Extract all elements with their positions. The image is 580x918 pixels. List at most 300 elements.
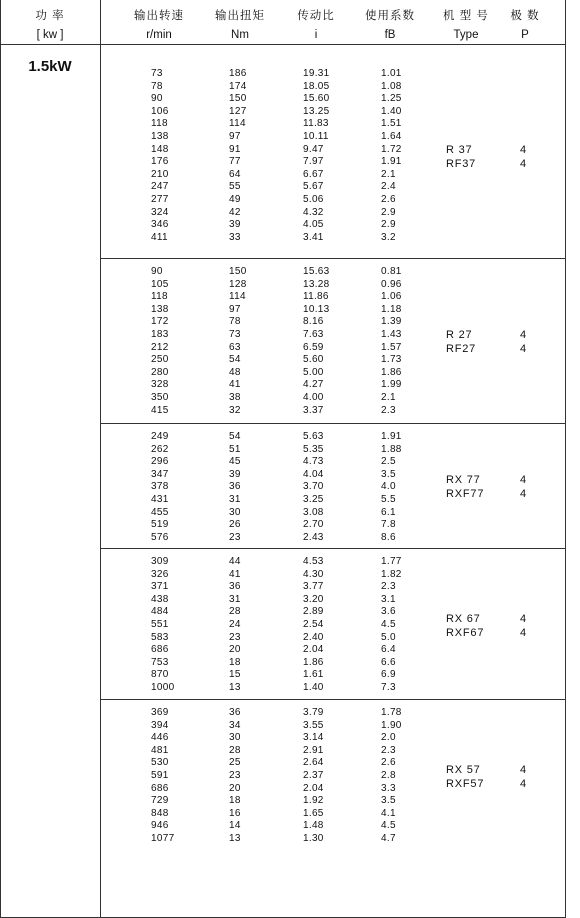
speed-cell: 324 bbox=[151, 206, 169, 218]
ratio-cell: 2.43 bbox=[303, 531, 324, 543]
factor-cell: 1.91 bbox=[381, 156, 402, 168]
factor-cell: 5.0 bbox=[381, 631, 396, 643]
factor-cell: 1.72 bbox=[381, 143, 402, 155]
factor-cell: 1.90 bbox=[381, 719, 402, 731]
model-type: RF27 bbox=[446, 343, 477, 355]
ratio-cell: 9.47 bbox=[303, 143, 324, 155]
table-row bbox=[101, 131, 431, 144]
ratio-cell: 3.14 bbox=[303, 732, 324, 744]
torque-cell: 114 bbox=[229, 291, 246, 303]
table-row bbox=[101, 329, 431, 342]
torque-cell: 186 bbox=[229, 68, 247, 79]
torque-cell: 49 bbox=[229, 194, 241, 205]
pole-count: 4 bbox=[520, 778, 527, 790]
ratio-cell: 2.40 bbox=[303, 631, 324, 643]
speed-cell: 1077 bbox=[151, 833, 175, 844]
factor-cell: 0.81 bbox=[381, 266, 402, 277]
speed-cell: 371 bbox=[151, 581, 169, 593]
speed-cell: 394 bbox=[151, 719, 169, 731]
table-row bbox=[101, 757, 431, 770]
factor-cell: 1.18 bbox=[381, 303, 402, 315]
factor-cell: 1.77 bbox=[381, 556, 402, 567]
torque-cell: 73 bbox=[229, 329, 241, 340]
speed-cell: 183 bbox=[151, 329, 169, 340]
table-row bbox=[101, 606, 431, 619]
torque-cell: 34 bbox=[229, 719, 241, 731]
table-row bbox=[101, 469, 431, 482]
table-row bbox=[101, 820, 431, 833]
table-row bbox=[101, 181, 431, 194]
factor-cell: 2.0 bbox=[381, 732, 396, 744]
pole-count: 4 bbox=[520, 329, 527, 341]
table-row bbox=[101, 232, 431, 245]
table-row bbox=[101, 569, 431, 582]
model-type: R 37 bbox=[446, 144, 473, 156]
torque-cell: 39 bbox=[229, 468, 241, 480]
ratio-cell: 19.31 bbox=[303, 68, 330, 79]
speed-cell: 247 bbox=[151, 181, 169, 193]
header-speed-unit: r/min bbox=[146, 29, 172, 41]
factor-cell: 8.6 bbox=[381, 531, 396, 543]
ratio-cell: 10.13 bbox=[303, 303, 330, 315]
ratio-cell: 18.05 bbox=[303, 80, 330, 92]
table-row bbox=[101, 657, 431, 670]
torque-cell: 36 bbox=[229, 707, 241, 718]
speed-cell: 347 bbox=[151, 468, 169, 480]
factor-cell: 1.73 bbox=[381, 354, 402, 366]
speed-cell: 138 bbox=[151, 131, 169, 142]
ratio-cell: 13.25 bbox=[303, 105, 330, 117]
speed-cell: 262 bbox=[151, 443, 169, 455]
header-power-label: 功 率 bbox=[35, 10, 65, 22]
ratio-cell: 4.05 bbox=[303, 219, 324, 231]
speed-cell: 73 bbox=[151, 68, 163, 79]
table-row bbox=[101, 532, 431, 545]
ratio-cell: 4.00 bbox=[303, 392, 324, 403]
ratio-cell: 5.60 bbox=[303, 354, 324, 366]
speed-cell: 686 bbox=[151, 782, 169, 794]
speed-cell: 106 bbox=[151, 105, 169, 117]
pole-count: 4 bbox=[520, 613, 527, 625]
ratio-cell: 5.00 bbox=[303, 366, 324, 378]
speed-cell: 280 bbox=[151, 366, 169, 378]
torque-cell: 23 bbox=[229, 631, 241, 643]
torque-cell: 38 bbox=[229, 392, 241, 403]
factor-cell: 3.6 bbox=[381, 606, 396, 618]
factor-cell: 4.7 bbox=[381, 833, 396, 844]
factor-cell: 0.96 bbox=[381, 278, 402, 290]
speed-cell: 176 bbox=[151, 156, 169, 168]
factor-cell: 4.5 bbox=[381, 619, 396, 630]
torque-cell: 78 bbox=[229, 316, 241, 328]
ratio-cell: 3.77 bbox=[303, 581, 324, 593]
torque-cell: 24 bbox=[229, 619, 241, 630]
table-row bbox=[101, 169, 431, 182]
speed-cell: 686 bbox=[151, 644, 169, 656]
speed-cell: 455 bbox=[151, 506, 169, 518]
table-row bbox=[101, 392, 431, 405]
header-speed-label: 输出转速 bbox=[134, 10, 184, 22]
table-row bbox=[101, 682, 431, 695]
table-row bbox=[101, 279, 431, 292]
speed-cell: 576 bbox=[151, 531, 169, 543]
torque-cell: 32 bbox=[229, 404, 241, 416]
table-border-right bbox=[565, 0, 566, 918]
ratio-cell: 11.83 bbox=[303, 118, 329, 130]
torque-cell: 16 bbox=[229, 807, 241, 819]
factor-cell: 2.1 bbox=[381, 392, 396, 403]
torque-cell: 114 bbox=[229, 118, 246, 130]
torque-cell: 33 bbox=[229, 231, 241, 243]
factor-cell: 1.51 bbox=[381, 118, 402, 130]
table-row bbox=[101, 833, 431, 846]
table-row bbox=[101, 594, 431, 607]
factor-cell: 3.1 bbox=[381, 593, 396, 605]
ratio-cell: 1.61 bbox=[303, 669, 324, 681]
factor-cell: 3.5 bbox=[381, 795, 396, 807]
factor-cell: 2.6 bbox=[381, 757, 396, 769]
table-row bbox=[101, 266, 431, 279]
torque-cell: 51 bbox=[229, 443, 241, 455]
model-type: RX 77 bbox=[446, 474, 481, 486]
factor-cell: 1.43 bbox=[381, 329, 402, 340]
torque-cell: 23 bbox=[229, 770, 241, 781]
torque-cell: 30 bbox=[229, 506, 241, 518]
table-row bbox=[101, 106, 431, 119]
speed-cell: 415 bbox=[151, 404, 169, 416]
factor-cell: 3.5 bbox=[381, 468, 396, 480]
ratio-cell: 2.64 bbox=[303, 757, 324, 769]
torque-cell: 41 bbox=[229, 379, 241, 391]
speed-cell: 277 bbox=[151, 194, 169, 205]
speed-cell: 346 bbox=[151, 219, 169, 231]
speed-cell: 210 bbox=[151, 168, 169, 180]
header-poles-unit: P bbox=[521, 29, 529, 41]
factor-cell: 2.5 bbox=[381, 456, 396, 468]
header-model bbox=[433, 7, 499, 45]
speed-cell: 78 bbox=[151, 80, 163, 92]
ratio-cell: 4.30 bbox=[303, 568, 324, 580]
speed-cell: 138 bbox=[151, 303, 169, 315]
table-row bbox=[101, 405, 431, 418]
ratio-cell: 6.67 bbox=[303, 168, 324, 180]
ratio-cell: 1.40 bbox=[303, 682, 324, 693]
torque-cell: 18 bbox=[229, 656, 241, 668]
model-type: RXF67 bbox=[446, 627, 485, 639]
header-model-unit: Type bbox=[453, 29, 479, 41]
speed-cell: 431 bbox=[151, 494, 169, 505]
table-row bbox=[101, 795, 431, 808]
speed-cell: 1000 bbox=[151, 682, 175, 693]
table-row bbox=[101, 431, 431, 444]
factor-cell: 6.9 bbox=[381, 669, 396, 681]
table-row bbox=[101, 707, 431, 720]
header-speed bbox=[126, 7, 192, 45]
factor-cell: 1.25 bbox=[381, 93, 402, 105]
ratio-cell: 3.25 bbox=[303, 494, 324, 505]
table-row bbox=[101, 783, 431, 796]
table-row bbox=[101, 808, 431, 821]
group-divider bbox=[100, 258, 566, 259]
factor-cell: 4.1 bbox=[381, 807, 396, 819]
torque-cell: 23 bbox=[229, 531, 241, 543]
speed-cell: 118 bbox=[151, 291, 168, 303]
table-row bbox=[101, 456, 431, 469]
ratio-cell: 2.04 bbox=[303, 644, 324, 656]
factor-cell: 1.78 bbox=[381, 707, 402, 718]
header-torque-unit: Nm bbox=[231, 29, 249, 41]
model-type: RXF57 bbox=[446, 778, 485, 790]
table-row bbox=[101, 581, 431, 594]
speed-cell: 250 bbox=[151, 354, 169, 366]
table-row bbox=[101, 354, 431, 367]
speed-cell: 212 bbox=[151, 341, 169, 353]
speed-cell: 296 bbox=[151, 456, 169, 468]
factor-cell: 1.08 bbox=[381, 80, 402, 92]
factor-cell: 2.8 bbox=[381, 770, 396, 781]
ratio-cell: 1.48 bbox=[303, 820, 324, 832]
ratio-cell: 10.11 bbox=[303, 131, 329, 142]
speed-cell: 326 bbox=[151, 568, 169, 580]
torque-cell: 15 bbox=[229, 669, 241, 681]
ratio-cell: 3.41 bbox=[303, 231, 324, 243]
torque-cell: 150 bbox=[229, 93, 247, 105]
ratio-cell: 2.70 bbox=[303, 519, 324, 531]
model-type: RXF77 bbox=[446, 488, 485, 500]
speed-cell: 591 bbox=[151, 770, 169, 781]
speed-cell: 530 bbox=[151, 757, 169, 769]
ratio-cell: 3.08 bbox=[303, 506, 324, 518]
torque-cell: 14 bbox=[229, 820, 241, 832]
speed-cell: 350 bbox=[151, 392, 169, 403]
speed-cell: 105 bbox=[151, 278, 169, 290]
table-row bbox=[101, 316, 431, 329]
table-border-left bbox=[0, 0, 1, 918]
ratio-cell: 4.04 bbox=[303, 468, 324, 480]
torque-cell: 39 bbox=[229, 219, 241, 231]
torque-cell: 128 bbox=[229, 278, 247, 290]
ratio-cell: 4.73 bbox=[303, 456, 324, 468]
factor-cell: 2.3 bbox=[381, 404, 396, 416]
torque-cell: 44 bbox=[229, 556, 241, 567]
ratio-cell: 5.06 bbox=[303, 194, 324, 205]
torque-cell: 77 bbox=[229, 156, 241, 168]
pole-count: 4 bbox=[520, 627, 527, 639]
torque-cell: 30 bbox=[229, 732, 241, 744]
speed-cell: 411 bbox=[151, 231, 168, 243]
table-row bbox=[101, 144, 431, 157]
speed-cell: 446 bbox=[151, 732, 169, 744]
ratio-cell: 1.30 bbox=[303, 833, 324, 844]
factor-cell: 1.99 bbox=[381, 379, 402, 391]
speed-cell: 583 bbox=[151, 631, 169, 643]
ratio-cell: 3.20 bbox=[303, 593, 324, 605]
pole-count: 4 bbox=[520, 474, 527, 486]
speed-cell: 172 bbox=[151, 316, 169, 328]
factor-cell: 4.5 bbox=[381, 820, 396, 832]
factor-cell: 1.40 bbox=[381, 105, 402, 117]
ratio-cell: 2.91 bbox=[303, 744, 324, 756]
torque-cell: 63 bbox=[229, 341, 241, 353]
table-row bbox=[101, 619, 431, 632]
table-row bbox=[101, 770, 431, 783]
factor-cell: 2.9 bbox=[381, 206, 396, 218]
factor-cell: 2.4 bbox=[381, 181, 396, 193]
ratio-cell: 5.35 bbox=[303, 443, 324, 455]
table-row bbox=[101, 745, 431, 758]
ratio-cell: 7.97 bbox=[303, 156, 324, 168]
torque-cell: 55 bbox=[229, 181, 241, 193]
torque-cell: 91 bbox=[229, 143, 241, 155]
speed-cell: 90 bbox=[151, 93, 163, 105]
factor-cell: 1.86 bbox=[381, 366, 402, 378]
torque-cell: 54 bbox=[229, 431, 241, 442]
torque-cell: 48 bbox=[229, 366, 241, 378]
header-model-label: 机 型 号 bbox=[443, 10, 489, 22]
ratio-cell: 8.16 bbox=[303, 316, 324, 328]
table-row bbox=[101, 720, 431, 733]
group-divider bbox=[100, 548, 566, 549]
ratio-cell: 4.32 bbox=[303, 206, 324, 218]
model-type: RF37 bbox=[446, 158, 477, 170]
header-factor-unit: fB bbox=[384, 29, 396, 41]
speed-cell: 946 bbox=[151, 820, 169, 832]
speed-cell: 309 bbox=[151, 556, 169, 567]
ratio-cell: 2.37 bbox=[303, 770, 324, 781]
torque-cell: 64 bbox=[229, 168, 241, 180]
factor-cell: 3.3 bbox=[381, 782, 396, 794]
table-row bbox=[101, 68, 431, 81]
torque-cell: 45 bbox=[229, 456, 241, 468]
header-poles-label: 极 数 bbox=[510, 10, 540, 22]
speed-cell: 870 bbox=[151, 669, 169, 681]
table-row bbox=[101, 93, 431, 106]
torque-cell: 31 bbox=[229, 494, 241, 505]
table-row bbox=[101, 304, 431, 317]
torque-cell: 54 bbox=[229, 354, 241, 366]
ratio-cell: 5.67 bbox=[303, 181, 324, 193]
torque-cell: 97 bbox=[229, 303, 241, 315]
speed-cell: 90 bbox=[151, 266, 163, 277]
table-row bbox=[101, 379, 431, 392]
speed-cell: 481 bbox=[151, 744, 169, 756]
factor-cell: 1.57 bbox=[381, 341, 402, 353]
pole-count: 4 bbox=[520, 343, 527, 355]
torque-cell: 13 bbox=[229, 682, 241, 693]
group-divider bbox=[100, 699, 566, 700]
factor-cell: 1.01 bbox=[381, 68, 402, 79]
ratio-cell: 2.04 bbox=[303, 782, 324, 794]
factor-cell: 3.2 bbox=[381, 231, 396, 243]
torque-cell: 18 bbox=[229, 795, 241, 807]
table-row bbox=[101, 118, 431, 131]
ratio-cell: 11.86 bbox=[303, 291, 329, 303]
torque-cell: 36 bbox=[229, 481, 241, 493]
factor-cell: 7.8 bbox=[381, 519, 396, 531]
torque-cell: 97 bbox=[229, 131, 241, 142]
torque-cell: 36 bbox=[229, 581, 241, 593]
factor-cell: 4.0 bbox=[381, 481, 396, 493]
header-poles bbox=[500, 7, 550, 45]
power-value: 1.5kW bbox=[28, 58, 72, 75]
model-type: RX 57 bbox=[446, 764, 481, 776]
table-row bbox=[101, 81, 431, 94]
factor-cell: 2.9 bbox=[381, 219, 396, 231]
table-row bbox=[101, 444, 431, 457]
factor-cell: 1.64 bbox=[381, 131, 402, 142]
factor-cell: 6.6 bbox=[381, 656, 396, 668]
factor-cell: 1.82 bbox=[381, 568, 402, 580]
torque-cell: 28 bbox=[229, 744, 241, 756]
factor-cell: 1.91 bbox=[381, 431, 402, 442]
speed-cell: 118 bbox=[151, 118, 168, 130]
factor-cell: 1.39 bbox=[381, 316, 402, 328]
speed-cell: 148 bbox=[151, 143, 169, 155]
ratio-cell: 6.59 bbox=[303, 341, 324, 353]
header-ratio bbox=[283, 7, 349, 45]
header-ratio-unit: i bbox=[314, 29, 318, 41]
factor-cell: 6.1 bbox=[381, 506, 396, 518]
factor-cell: 1.06 bbox=[381, 291, 402, 303]
table-row bbox=[101, 291, 431, 304]
torque-cell: 42 bbox=[229, 206, 241, 218]
header-torque-label: 输出扭矩 bbox=[215, 10, 265, 22]
ratio-cell: 3.37 bbox=[303, 404, 324, 416]
speed-cell: 249 bbox=[151, 431, 169, 442]
torque-cell: 13 bbox=[229, 833, 241, 844]
model-type: RX 67 bbox=[446, 613, 481, 625]
ratio-cell: 3.79 bbox=[303, 707, 324, 718]
table-row bbox=[101, 494, 431, 507]
table-row bbox=[101, 207, 431, 220]
header-power bbox=[0, 7, 100, 45]
torque-cell: 25 bbox=[229, 757, 241, 769]
header-torque bbox=[207, 7, 273, 45]
ratio-cell: 2.89 bbox=[303, 606, 324, 618]
ratio-cell: 1.65 bbox=[303, 807, 324, 819]
table-row bbox=[101, 156, 431, 169]
table-row bbox=[101, 556, 431, 569]
ratio-cell: 15.60 bbox=[303, 93, 330, 105]
header-power-unit: [ kw ] bbox=[36, 29, 64, 41]
table-row bbox=[101, 342, 431, 355]
torque-cell: 41 bbox=[229, 568, 241, 580]
torque-cell: 28 bbox=[229, 606, 241, 618]
speed-cell: 848 bbox=[151, 807, 169, 819]
table-row bbox=[101, 632, 431, 645]
torque-cell: 20 bbox=[229, 782, 241, 794]
factor-cell: 2.3 bbox=[381, 744, 396, 756]
table-row bbox=[101, 669, 431, 682]
table-row bbox=[101, 732, 431, 745]
table-row bbox=[101, 481, 431, 494]
factor-cell: 2.1 bbox=[381, 168, 396, 180]
factor-cell: 6.4 bbox=[381, 644, 396, 656]
factor-cell: 2.3 bbox=[381, 581, 396, 593]
speed-cell: 484 bbox=[151, 606, 169, 618]
table-row bbox=[101, 219, 431, 232]
factor-cell: 1.88 bbox=[381, 443, 402, 455]
speed-cell: 378 bbox=[151, 481, 169, 493]
model-type: R 27 bbox=[446, 329, 473, 341]
speed-cell: 438 bbox=[151, 593, 169, 605]
header-ratio-label: 传动比 bbox=[297, 10, 335, 22]
ratio-cell: 4.53 bbox=[303, 556, 324, 567]
speed-cell: 369 bbox=[151, 707, 169, 718]
factor-cell: 7.3 bbox=[381, 682, 396, 693]
pole-count: 4 bbox=[520, 158, 527, 170]
ratio-cell: 13.28 bbox=[303, 278, 330, 290]
